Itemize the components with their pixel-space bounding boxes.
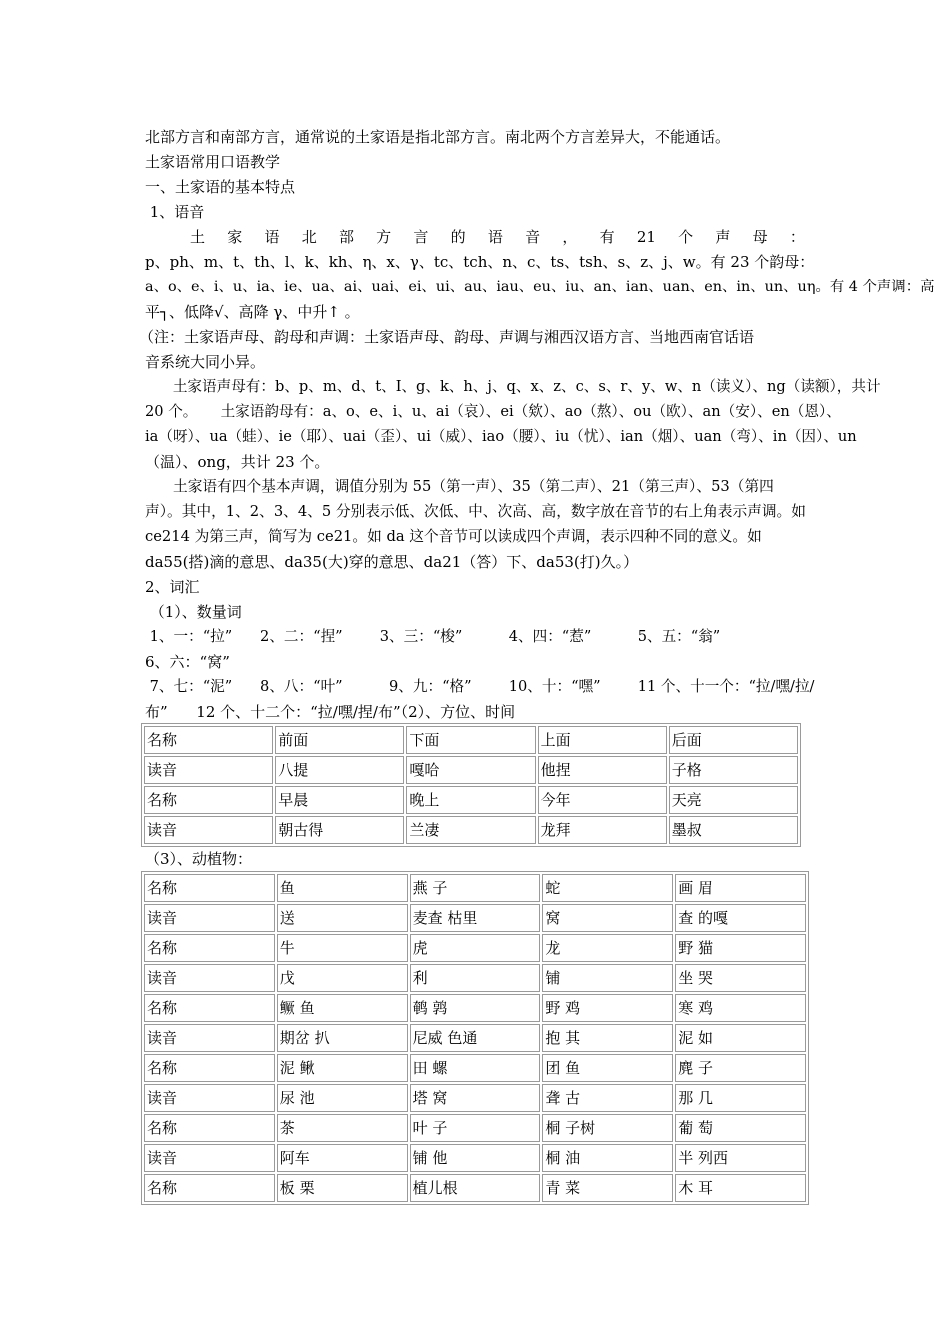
- spaced-char: 有: [599, 228, 615, 246]
- table-cell: 尼威 色通: [410, 1024, 541, 1052]
- direction-time-table: [141, 723, 801, 847]
- spaced-char: 言: [413, 228, 429, 246]
- table-cell: 泥 鳅: [277, 1054, 408, 1082]
- table-cell: 木 耳: [675, 1174, 806, 1202]
- table-cell: 桐 油: [542, 1144, 673, 1172]
- table-cell: 名称: [144, 1054, 275, 1082]
- table-cell: 八提: [275, 756, 404, 784]
- table-cell: 寒 鸡: [675, 994, 806, 1022]
- table-cell: 虎: [410, 934, 541, 962]
- table-cell: 植儿根: [410, 1174, 541, 1202]
- spaced-char: 母: [752, 228, 768, 246]
- heading-numerals: （1）、数量词: [145, 603, 242, 621]
- initials-list: p、ph、m、t、th、l、k、kh、η、x、γ、tc、tch、n、c、ts、tsh、s、z、j、w。有 23 个韵母：: [145, 253, 815, 271]
- table-cell: 燕 子: [410, 874, 541, 902]
- spaced-char: 音: [525, 228, 541, 246]
- table-cell: 期岔 扒: [277, 1024, 408, 1052]
- numerals-line-4: 布” 12 个、十二个：“拉/嘿/捏/布”（2）、方位、时间: [145, 703, 516, 721]
- table-cell: 半 列西: [675, 1144, 806, 1172]
- table-cell: 青 菜: [542, 1174, 673, 1202]
- table-cell: 牛: [277, 934, 408, 962]
- table-cell: 铺 他: [410, 1144, 541, 1172]
- table-row: [144, 1024, 806, 1052]
- table-cell: 聋 古: [542, 1084, 673, 1112]
- table-cell: 坐 哭: [675, 964, 806, 992]
- spaced-char: 方: [376, 228, 392, 246]
- initials-paragraph-1: 土家语声母有：b、p、m、d、t、I、g、k、h、j、q、x、z、c、s、r、y、w、n（读义）、ng（读额），共计: [145, 378, 881, 395]
- table-cell: 戊: [277, 964, 408, 992]
- table-row: [144, 786, 798, 814]
- table-cell: 龙拜: [538, 816, 667, 844]
- table-cell: 名称: [144, 726, 273, 754]
- tones-paragraph-2: 声）。其中，1、2、3、4、5 分别表示低、次低、中、次高、高，数字放在音节的右上角表示声调。如: [145, 503, 806, 520]
- table-cell: 阿车: [277, 1144, 408, 1172]
- table-cell: 送: [277, 904, 408, 932]
- spaced-char: ：: [789, 228, 805, 246]
- table-row: [144, 1054, 806, 1082]
- table-cell: 前面: [275, 726, 404, 754]
- table-cell: 朝古得: [275, 816, 404, 844]
- table-cell: 叶 子: [410, 1114, 541, 1142]
- table-cell: 读音: [144, 1144, 275, 1172]
- table-cell: 读音: [144, 904, 275, 932]
- finals-paragraph-1: 20 个。 土家语韵母有：a、o、e、i、u、ai（哀）、ei（欸）、ao（熬）、ou（欧）、an（安）、en（恩）、: [145, 403, 841, 420]
- table-row: [144, 756, 798, 784]
- table-cell: 泥 如: [675, 1024, 806, 1052]
- table-cell: 塔 窝: [410, 1084, 541, 1112]
- spaced-char: ，: [562, 228, 578, 246]
- table-cell: 兰凄: [406, 816, 535, 844]
- numerals-line-3: 7、七：“泥” 8、八：“叶” 9、九：“格” 10、十：“嘿” 11 个、十一个：“拉/嘿/拉/: [145, 678, 815, 695]
- animals-plants-table: [141, 871, 809, 1205]
- spaced-char: 部: [338, 228, 354, 246]
- spaced-char: 个: [678, 228, 694, 246]
- tones-list: 平┐、低降√、高降 γ、中升↑ 。: [145, 303, 360, 321]
- table-row: [144, 1114, 806, 1142]
- finals-list: a、o、e、i、u、ia、ie、ua、ai、uai、ei、ui、au、iau、eu、iu、an、ian、uan、en、in、un、uη。有 4 个声调：高: [145, 279, 935, 295]
- table-row: [144, 964, 806, 992]
- section-title: 土家语常用口语教学: [145, 153, 281, 171]
- table-cell: 下面: [406, 726, 535, 754]
- table-cell: 利: [410, 964, 541, 992]
- table-cell: 子格: [669, 756, 798, 784]
- table-cell: 嘎哈: [406, 756, 535, 784]
- table-row: [144, 726, 798, 754]
- finals-paragraph-3: （温）、ong，共计 23 个。: [145, 453, 330, 471]
- table-cell: 读音: [144, 816, 273, 844]
- table-cell: 鹌 鹑: [410, 994, 541, 1022]
- note-line-2: 音系统大同小异。: [145, 353, 266, 371]
- table-cell: 早晨: [275, 786, 404, 814]
- table-cell: 田 螺: [410, 1054, 541, 1082]
- table-cell: 尿 池: [277, 1084, 408, 1112]
- table-cell: 名称: [144, 1174, 275, 1202]
- table-cell: 团 鱼: [542, 1054, 673, 1082]
- table-cell: 桐 子树: [542, 1114, 673, 1142]
- spaced-char: 语: [264, 228, 280, 246]
- note-line-1: （注：土家语声母、韵母和声调：土家语声母、韵母、声调与湘西汉语方言、当地西南官话语: [139, 328, 755, 346]
- heading-vocabulary: 2、词汇: [145, 578, 200, 596]
- numerals-line-2: 6、六：“窝”: [145, 653, 230, 671]
- table-row: [144, 1084, 806, 1112]
- table-cell: 读音: [144, 964, 275, 992]
- table-cell: 名称: [144, 786, 273, 814]
- table-row: [144, 934, 806, 962]
- table-cell: 读音: [144, 756, 273, 784]
- table-cell: 鱼: [277, 874, 408, 902]
- table-cell: 野 猫: [675, 934, 806, 962]
- table-cell: 蛇: [542, 874, 673, 902]
- table-cell: 他捏: [538, 756, 667, 784]
- table-cell: 龙: [542, 934, 673, 962]
- table-cell: 葡 萄: [675, 1114, 806, 1142]
- heading-basic-features: 一、土家语的基本特点: [145, 178, 296, 196]
- spaced-char: 家: [227, 228, 243, 246]
- table-cell: 麦查 枯里: [410, 904, 541, 932]
- table-cell: 鳜 鱼: [277, 994, 408, 1022]
- table-cell: 铺: [542, 964, 673, 992]
- table-cell: 那 几: [675, 1084, 806, 1112]
- table-cell: 墨叔: [669, 816, 798, 844]
- tones-paragraph-1: 土家语有四个基本声调，调值分别为 55（第一声）、35（第二声）、21（第三声）、53（第四: [145, 478, 774, 495]
- spaced-char: 北: [301, 228, 317, 246]
- table-cell: 麂 子: [675, 1054, 806, 1082]
- finals-paragraph-2: ia（呀）、ua（蛙）、ie（耶）、uai（歪）、ui（威）、iao（腰）、iu（忧）、ian（烟）、uan（弯）、in（因）、un: [145, 428, 857, 445]
- spaced-char: 的: [450, 228, 466, 246]
- table-cell: 板 栗: [277, 1174, 408, 1202]
- heading-animals-plants: （3）、动植物：: [145, 850, 253, 868]
- table-cell: 画 眉: [675, 874, 806, 902]
- table-cell: 名称: [144, 1114, 275, 1142]
- table-cell: 读音: [144, 1084, 275, 1112]
- tones-paragraph-3: ce214 为第三声，简写为 ce21。如 da 这个音节可以读成四个声调，表示四种不同的意义。如: [145, 528, 762, 545]
- table-cell: 名称: [144, 934, 275, 962]
- heading-phonetics: 1、语音: [145, 203, 205, 221]
- table-cell: 晚上: [406, 786, 535, 814]
- table-row: [144, 904, 806, 932]
- table-cell: 野 鸡: [542, 994, 673, 1022]
- table-cell: 读音: [144, 1024, 275, 1052]
- table-cell: 名称: [144, 994, 275, 1022]
- paragraph-dialects: 北部方言和南部方言，通常说的土家语是指北部方言。南北两个方言差异大，不能通话。: [145, 128, 731, 146]
- numerals-line-1: 1、一：“拉” 2、二：“捏” 3、三：“梭” 4、四：“惹” 5、五：“翁”: [145, 628, 721, 645]
- table-cell: 后面: [669, 726, 798, 754]
- table-row: [144, 1174, 806, 1202]
- spaced-char: 土: [190, 228, 206, 246]
- table-cell: 窝: [542, 904, 673, 932]
- tones-paragraph-4: da55(搭)滴的意思、da35(大)穿的意思、da21（答）下、da53(打)久。）: [145, 553, 639, 571]
- table-cell: 天亮: [669, 786, 798, 814]
- table-row: [144, 994, 806, 1022]
- table-cell: 抱 其: [542, 1024, 673, 1052]
- table-row: [144, 1144, 806, 1172]
- table-row: [144, 816, 798, 844]
- table-cell: 今年: [538, 786, 667, 814]
- initials-intro-line: [190, 225, 805, 249]
- table-cell: 查 的嘎: [675, 904, 806, 932]
- spaced-char: 21: [636, 228, 656, 246]
- table-cell: 名称: [144, 874, 275, 902]
- spaced-char: 语: [487, 228, 503, 246]
- spaced-char: 声: [715, 228, 731, 246]
- table-cell: 茶: [277, 1114, 408, 1142]
- table-cell: 上面: [538, 726, 667, 754]
- table-row: [144, 874, 806, 902]
